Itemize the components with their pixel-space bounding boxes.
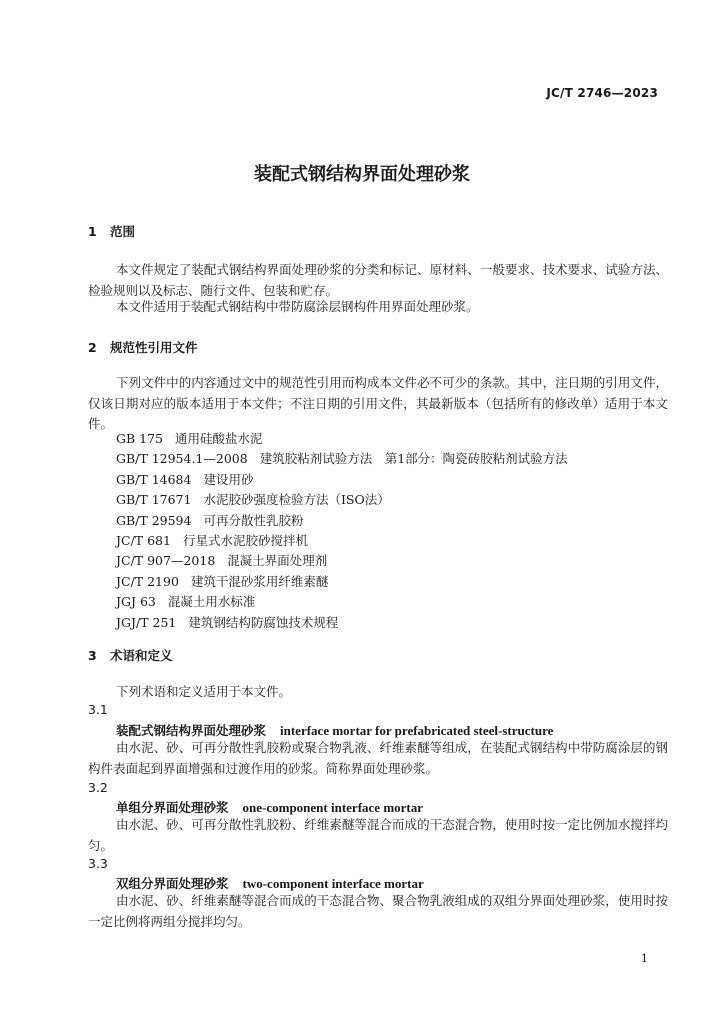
section-number: 2 xyxy=(88,340,97,355)
reference-name: 混凝土用水标准 xyxy=(167,594,256,610)
section-title: 术语和定义 xyxy=(110,648,173,663)
reference-item xyxy=(116,551,568,571)
reference-name: 混凝土界面处理剂 xyxy=(227,553,328,569)
term-definition: 由水泥、砂、纤维素醚等混合而成的干态混合物、聚合物乳液组成的双组分界面处理砂浆，使用时按一定比例将两组分搅拌均匀。 xyxy=(88,893,668,929)
term-english: one-component interface mortar xyxy=(242,800,424,815)
reference-name: 建筑干混砂浆用纤维素醚 xyxy=(190,573,329,589)
term-number: 3.3 xyxy=(88,856,108,871)
reference-code: GB/T 17671 xyxy=(116,492,192,508)
reference-name: 建设用砂 xyxy=(203,471,254,487)
section-heading-normative-references xyxy=(88,338,198,356)
reference-item xyxy=(116,592,568,612)
term-english: two-component interface mortar xyxy=(242,876,424,891)
reference-item xyxy=(116,572,568,592)
reference-name: 建筑钢结构防腐蚀技术规程 xyxy=(188,614,339,630)
reference-item xyxy=(116,613,568,633)
page-number: 1 xyxy=(641,952,648,965)
reference-code: JC/T 681 xyxy=(116,533,171,549)
section-heading-scope xyxy=(88,222,135,240)
reference-name: 可再分散性乳胶粉 xyxy=(203,512,304,528)
document-title: 装配式钢结构界面处理砂浆 xyxy=(254,164,470,185)
term-heading xyxy=(116,798,423,816)
reference-item xyxy=(116,511,568,531)
reference-code: GB/T 12954.1—2008 xyxy=(116,451,248,467)
reference-item xyxy=(116,449,568,469)
term-chinese: 双组分界面处理砂浆 xyxy=(116,876,229,891)
references-intro: 下列文件中的内容通过文中的规范性引用而构成本文件必不可少的条款。其中，注日期的引用文件，仅该日期对应的版本适用于本文件；不注日期的引用文件，其最新版本（包括所有的修改单）适用于本文件。 xyxy=(88,375,668,431)
term-number: 3.1 xyxy=(88,702,108,717)
reference-list xyxy=(116,429,568,633)
scope-paragraph-2: 本文件适用于装配式钢结构中带防腐涂层钢构件用界面处理砂浆。 xyxy=(116,299,479,314)
term-number: 3.2 xyxy=(88,780,108,795)
section-title: 规范性引用文件 xyxy=(110,340,198,355)
reference-code: JC/T 2190 xyxy=(116,573,179,589)
term-chinese: 单组分界面处理砂浆 xyxy=(116,800,229,815)
reference-item xyxy=(116,429,568,449)
term-heading xyxy=(116,874,424,892)
reference-item xyxy=(116,490,568,510)
reference-code: GB/T 14684 xyxy=(116,471,192,487)
reference-code: GB/T 29594 xyxy=(116,512,192,528)
term-english: interface mortar for prefabricated steel-structure xyxy=(280,723,554,738)
section-number: 3 xyxy=(88,648,97,663)
term-heading xyxy=(116,721,553,739)
reference-code: JGJ 63 xyxy=(116,594,156,610)
term-chinese: 装配式钢结构界面处理砂浆 xyxy=(116,723,267,738)
reference-code: JC/T 907—2018 xyxy=(116,553,216,569)
reference-item xyxy=(116,531,568,551)
term-definition: 由水泥、砂、可再分散性乳胶粉、纤维素醚等混合而成的干态混合物，使用时按一定比例加水搅拌均匀。 xyxy=(88,817,668,853)
section-heading-terms xyxy=(88,646,173,664)
reference-name: 建筑胶粘剂试验方法 第1部分：陶瓷砖胶粘剂试验方法 xyxy=(259,451,568,467)
reference-name: 通用硅酸盐水泥 xyxy=(175,431,263,446)
term-definition: 由水泥、砂、可再分散性乳胶粉或聚合物乳液、纤维素醚等组成，在装配式钢结构中带防腐涂层的钢构件表面起到界面增强和过渡作用的砂浆。简称界面处理砂浆。 xyxy=(88,740,668,776)
section-title: 范围 xyxy=(110,224,136,239)
section-number: 1 xyxy=(88,224,97,239)
reference-code: JGJ/T 251 xyxy=(116,614,177,630)
reference-name: 水泥胶砂强度检验方法（ISO法） xyxy=(203,492,390,508)
reference-name: 行星式水泥胶砂搅拌机 xyxy=(182,533,308,549)
reference-item xyxy=(116,470,568,490)
scope-paragraph-1: 本文件规定了装配式钢结构界面处理砂浆的分类和标记、原材料、一般要求、技术要求、试验方法、检验规则以及标志、随行文件、包装和贮存。 xyxy=(88,262,668,298)
terms-intro: 下列术语和定义适用于本文件。 xyxy=(116,684,292,699)
reference-code: GB 175 xyxy=(116,431,164,446)
standard-number: JC/T 2746—2023 xyxy=(546,86,658,100)
